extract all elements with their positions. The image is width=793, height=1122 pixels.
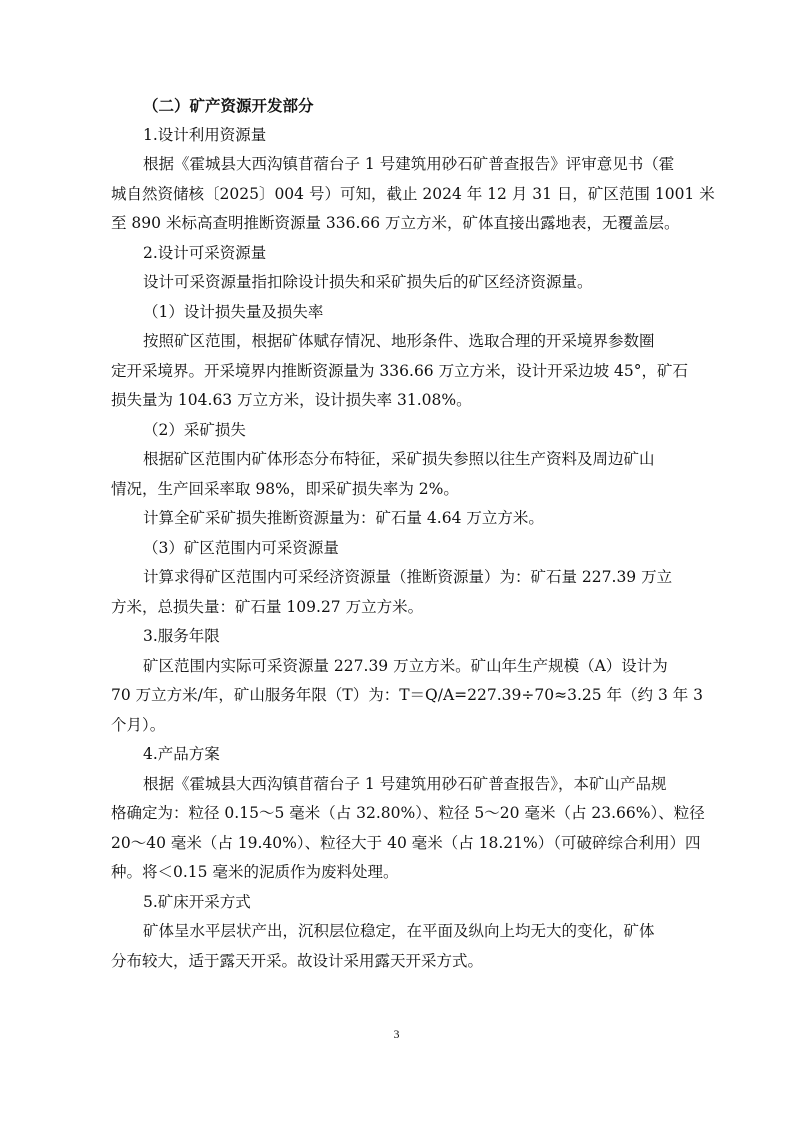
s4-line4: 种。将＜0.15 毫米的泥质作为废料处理。 xyxy=(111,863,399,881)
s4-heading: 4.产品方案 xyxy=(143,745,220,763)
s2-sub1-line1: 按照矿区范围，根据矿体赋存情况、地形条件、选取合理的开采境界参数圈 xyxy=(143,332,655,350)
s3-line3: 个月）。 xyxy=(111,715,166,734)
s4-line2: 格确定为：粒径 0.15～5 毫米（占 32.80%）、粒径 5～20 毫米（占 23.66%）、粒径 xyxy=(111,804,705,822)
s4-line1: 根据《霍城县大西沟镇苜蓿台子 1 号建筑用砂石矿普查报告》，本矿山产品规 xyxy=(143,774,667,793)
s1-p1-line2: 城自然资储核〔2025〕004 号）可知，截止 2024 年 12 月 31 日，矿区范围 1001 米 xyxy=(111,184,715,203)
s3-heading: 3.服务年限 xyxy=(143,627,220,645)
s2-sub2-p2: 计算全矿采矿损失推断资源量为：矿石量 4.64 万立方米。 xyxy=(143,509,544,527)
s2-sub1-line2: 定开采境界。开采境界内推断资源量为 336.66 万立方米，设计开采边坡 45°，矿石 xyxy=(111,361,688,380)
section-title: （二）矿产资源开发部分 xyxy=(143,96,314,115)
s2-sub2-line1: 根据矿区范围内矿体形态分布特征，采矿损失参照以往生产资料及周边矿山 xyxy=(143,450,655,468)
s5-line1: 矿体呈水平层状产出，沉积层位稳定，在平面及纵向上均无大的变化，矿体 xyxy=(143,922,655,940)
s1-p1-line1: 根据《霍城县大西沟镇苜蓿台子 1 号建筑用砂石矿普查报告》评审意见书（霍 xyxy=(143,155,675,173)
s3-line2: 70 万立方米/年，矿山服务年限（T）为：T＝Q/A=227.39÷70≈3.25 年（约 3 年 3 xyxy=(111,686,704,704)
s2-sub2-heading: （2）采矿损失 xyxy=(143,420,246,439)
s2-sub2-line2: 情况，生产回采率取 98%，即采矿损失率为 2%。 xyxy=(111,479,459,498)
s2-sub3-line2: 方米，总损失量：矿石量 109.27 万立方米。 xyxy=(111,597,424,616)
s4-line3: 20～40 毫米（占 19.40%）、粒径大于 40 毫米（占 18.21%）（可破碎综合利用）四 xyxy=(111,833,701,852)
page-number: 3 xyxy=(393,1027,400,1041)
s2-sub3-line1: 计算求得矿区范围内可采经济资源量（推断资源量）为：矿石量 227.39 万立 xyxy=(143,568,673,586)
s1-p1-line3: 至 890 米标高查明推断资源量 336.66 万立方米，矿体直接出露地表，无覆盖层。 xyxy=(111,214,680,232)
s2-p1: 设计可采资源量指扣除设计损失和采矿损失后的矿区经济资源量。 xyxy=(143,273,593,291)
s2-heading: 2.设计可采资源量 xyxy=(143,243,267,262)
s5-heading: 5.矿床开采方式 xyxy=(143,892,251,911)
s2-sub1-heading: （1）设计损失量及损失率 xyxy=(143,302,324,321)
s2-sub3-heading: （3）矿区范围内可采资源量 xyxy=(143,538,339,557)
s3-line1: 矿区范围内实际可采资源量 227.39 万立方米。矿山年生产规模（A）设计为 xyxy=(143,656,668,675)
s1-heading: 1.设计利用资源量 xyxy=(143,125,267,144)
section-1 xyxy=(111,91,715,976)
s2-sub1-line3: 损失量为 104.63 万立方米，设计损失率 31.08%。 xyxy=(111,391,472,409)
s5-line2: 分布较大，适于露天开采。故设计采用露天开采方式。 xyxy=(111,951,484,970)
